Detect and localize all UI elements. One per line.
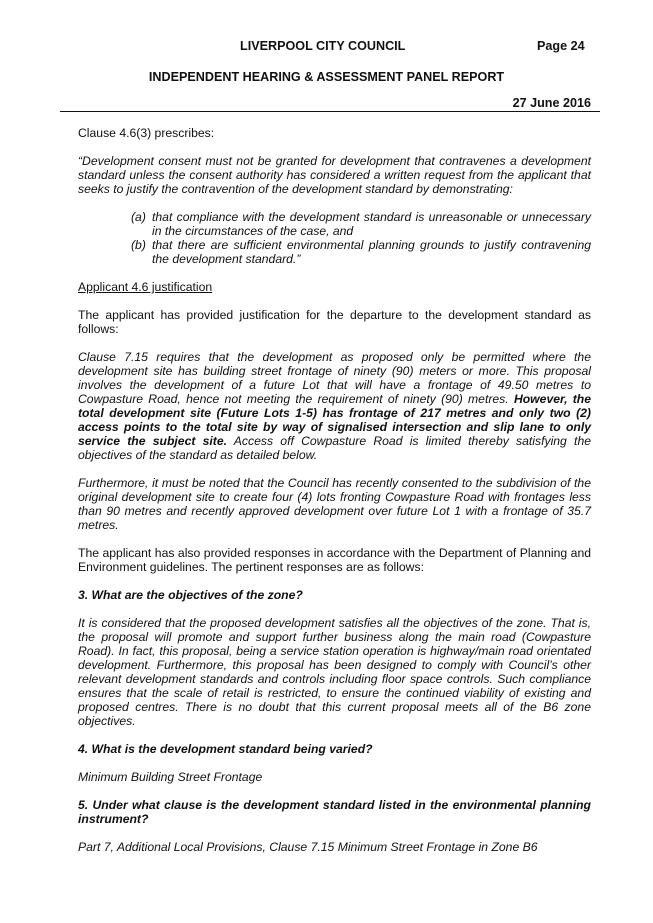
criteria-list: [78, 210, 591, 266]
list-item-label: (b): [131, 238, 146, 252]
question-3: 3. What are the objectives of the zone?: [78, 588, 303, 602]
justification-paragraph-1: [78, 350, 591, 462]
report-date: 27 June 2016: [512, 96, 591, 110]
list-item: [78, 210, 591, 238]
answer-3: It is considered that the proposed development satisfies all the objectives of the zone. That is, the proposal will promote and support further business along the main road (Cowpasture Road). In fact, this proposal, being a service station operation is highway/main road orientated development. Furthermore, this proposal has been designed to comply with Council’s other relevant development standards and controls including floor space controls. Such compliance ensures that the scale of retail is restricted, to ensure the continued viability of existing and proposed centres. There is no doubt that this current proposal meets all of the B6 zone objectives.: [78, 616, 591, 728]
question-4: 4. What is the development standard being varied?: [78, 742, 373, 756]
responses-intro: The applicant has also provided responses in accordance with the Department of Planning and Environment guidelines. The pertinent responses are as follows:: [78, 546, 591, 574]
page-number: Page 24: [537, 39, 585, 53]
question-5: 5. Under what clause is the development standard listed in the environmental planning instrument?: [78, 798, 591, 826]
justification-heading: Applicant 4.6 justification: [78, 280, 213, 294]
header-divider: [60, 111, 600, 112]
para1-part-c: Access off Cowpasture Road is limited thereby satisfying the objectives of the standard as detailed below.: [78, 434, 592, 462]
para1-emphasis: However, the total development site (Future Lots 1-5) has frontage of 217 metres and only two (2) access points to the total site by way of signalised intersection and slip lane to only service the subject site.: [78, 392, 591, 448]
answer-4: Minimum Building Street Frontage: [78, 770, 263, 784]
list-item-text: that compliance with the development standard is unreasonable or unnecessary in the circumstances of the case, and: [152, 210, 591, 238]
council-title: LIVERPOOL CITY COUNCIL: [240, 39, 406, 53]
list-item-label: (a): [131, 210, 146, 224]
clause-intro: Clause 4.6(3) prescribes:: [78, 126, 215, 140]
answer-5: Part 7, Additional Local Provisions, Clause 7.15 Minimum Street Frontage in Zone B6: [78, 840, 538, 854]
report-body: [78, 126, 591, 854]
justification-paragraph-2: Furthermore, it must be noted that the Council has recently consented to the subdivision of the original development site to create four (4) lots fronting Cowpasture Road with frontages less than 90 metres and recently approved development over future Lot 1 with a frontage of 35.7 metres.: [78, 476, 591, 532]
list-item-text: that there are sufficient environmental planning grounds to justify contravening the development standard.”: [152, 238, 591, 266]
report-title: INDEPENDENT HEARING & ASSESSMENT PANEL REPORT: [148, 70, 505, 84]
justification-intro: The applicant has provided justification for the departure to the development standard as follows:: [78, 308, 591, 336]
clause-quote: “Development consent must not be granted for development that contravenes a development standard unless the consent authority has considered a written request from the applicant that seeks to justify the contravention of the development standard by demonstrating:: [78, 154, 591, 196]
para1-part-a: Clause 7.15 requires that the development as proposed only be permitted where the development site has building street frontage of ninety (90) meters or more. This proposal involves the development of a future Lot that will have a frontage of 49.50 metres to Cowpasture Road, hence not meeting the requirement of ninety (90) metres.: [78, 350, 591, 406]
list-item: [78, 238, 591, 266]
